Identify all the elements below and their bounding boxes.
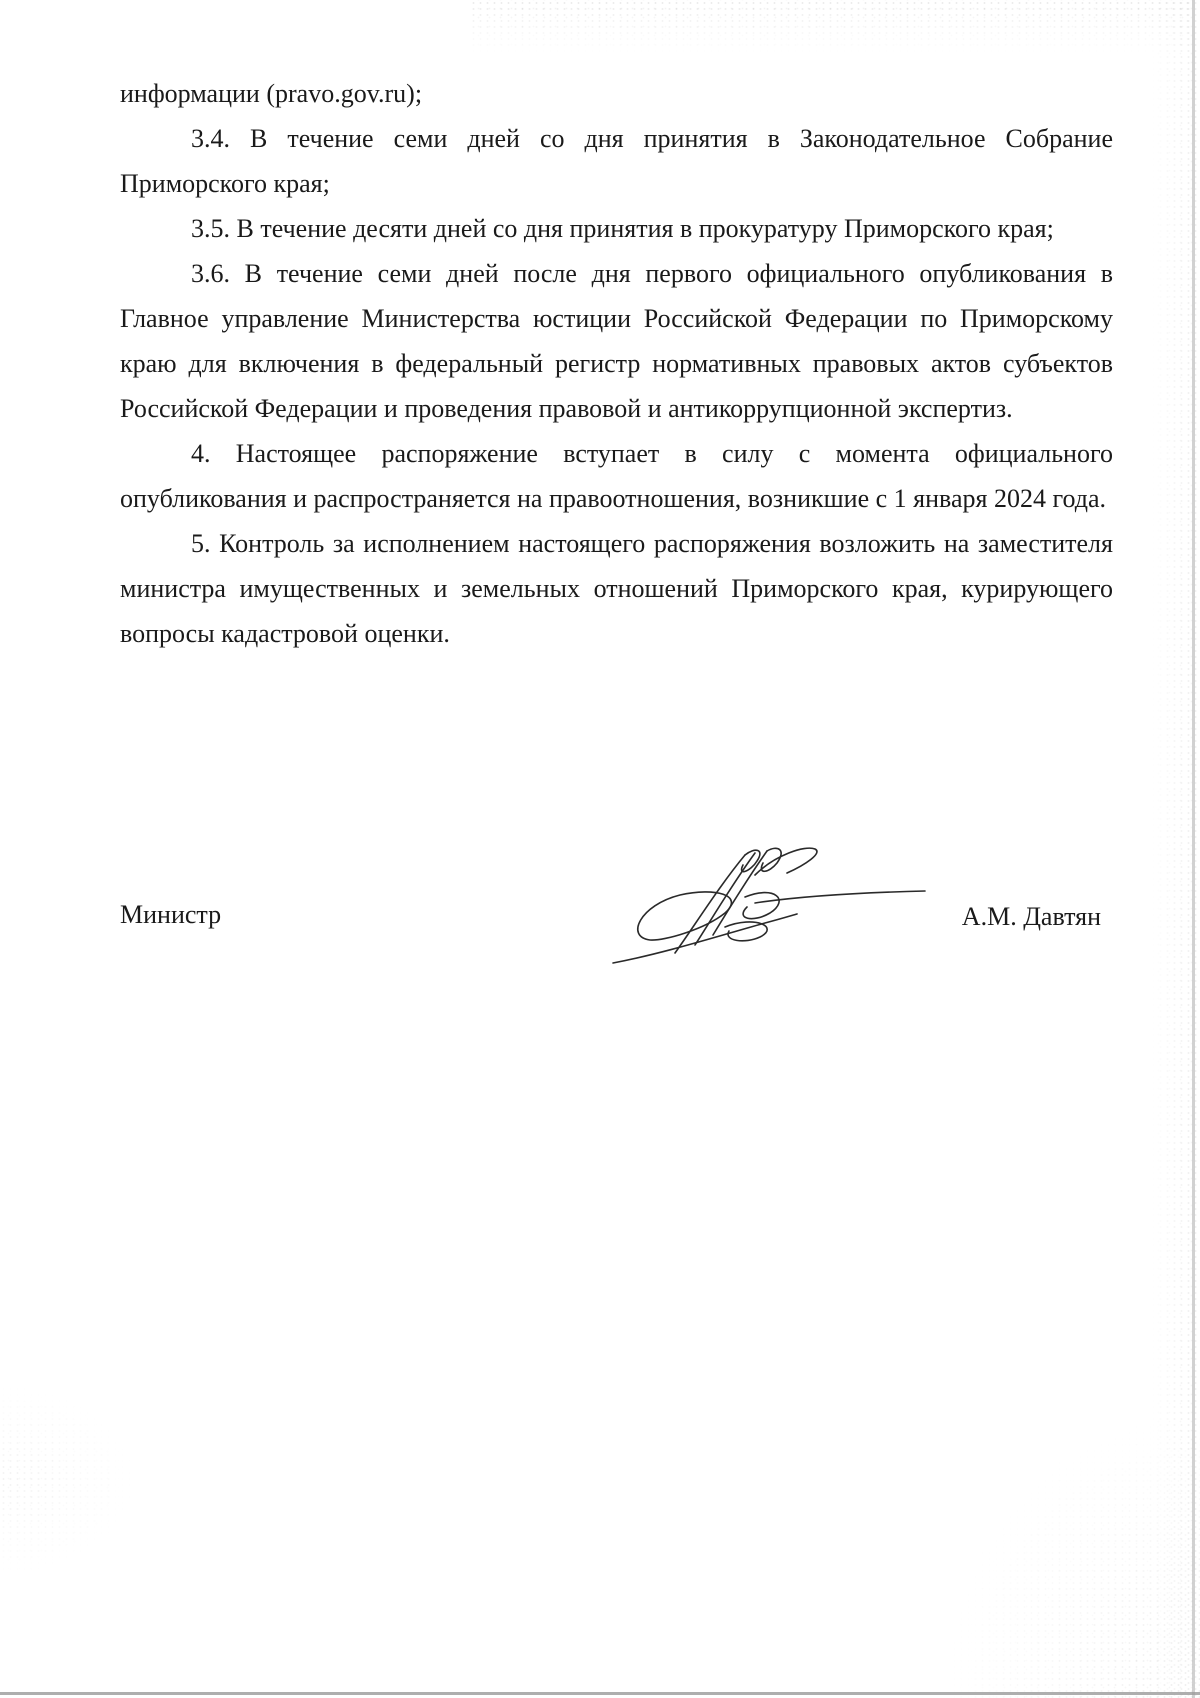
document-body [120,71,1113,656]
paragraph-continuation: информации (pravo.gov.ru); [120,79,423,108]
paragraph-3-6: 3.6. В течение семи дней после дня первого официального опубликования в Главное управление Министерства юстиции Российской Федерации по Приморскому краю для включения в федеральный регистр нормативных правовых актов субъектов Российской Федерации и проведения правовой и антикоррупционной экспертиз. [120,259,1113,423]
scan-right-edge [1192,0,1195,1698]
signatory-name: А.М. Давтян [961,902,1101,931]
paragraph-5: 5. Контроль за исполнением настоящего распоряжения возложить на заместителя министра имущественных и земельных отношений Приморского края, курирующего вопросы кадастровой оценки. [120,529,1113,648]
paragraph-3-4: 3.4. В течение семи дней со дня принятия в Законодательное Собрание Приморского края; [120,124,1113,198]
scan-noise-bottom-right [930,1400,1200,1698]
scan-bottom-edge [0,1692,1200,1695]
paragraph-3-5: 3.5. В течение десяти дней со дня принятия в прокуратуру Приморского края; [191,214,1054,243]
paragraph-4: 4. Настоящее распоряжение вступает в силу с момента официального опубликования и распространяется на правоотношения, возникшие с 1 января 2024 года. [120,439,1113,513]
handwritten-signature-icon [605,845,935,970]
scan-noise-bottom-left [0,1380,140,1580]
signatory-position: Министр [120,900,222,929]
scan-noise-top [470,0,1190,55]
